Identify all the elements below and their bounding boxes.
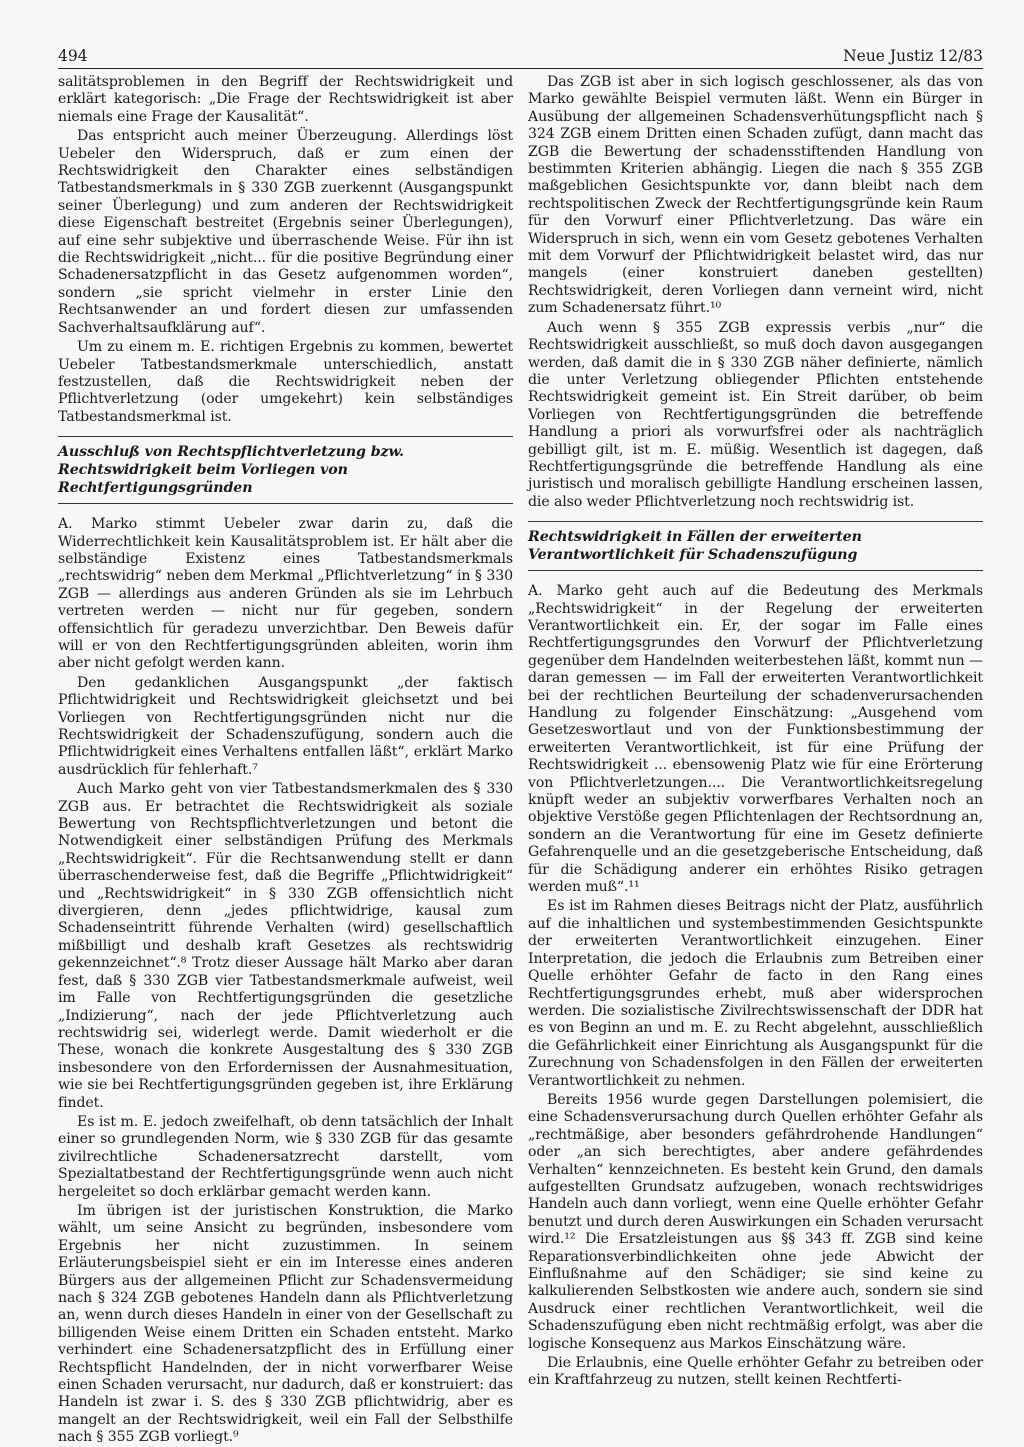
paragraph: Es ist m. E. jedoch zweifelhaft, ob denn tatsächlich der Inhalt einer so grundlegenden Norm, wie § 330 ZGB für das gesamte zivilrechtliche Schadenersatzrecht darstellt, vom Spezialtatbestand der Rechtfertigungsgründe wenn auch nicht hergeleitet so doch erklärbar gemacht werden kann. [58,1113,513,1200]
section-heading: Rechtswidrigkeit in Fällen der erweiterten Verantwortlichkeit für Schadenszufügung [528,521,983,571]
paragraph: Den gedanklichen Ausgangspunkt „der faktisch Pflichtwidrigkeit und Rechtswidrigkeit gleichsetzt und bei Vorliegen von Rechtfertigungsgründen nicht nur die Rechtswidrigkeit der Schadenszufügung, sondern auch die Pflichtwidrigkeit eines Verhaltens entfallen läßt“, erklärt Marko ausdrücklich für fehlerhaft.⁷ [58,674,513,778]
paragraph: Es ist im Rahmen dieses Beitrags nicht der Platz, ausführlich auf die inhaltlichen und systembestimmenden Gesichtspunkte der erweiterten Verantwortlichkeit einzugehen. Einer Interpretation, die jedoch die Erlaubnis zum Betreiben einer Quelle erhöhter Gefahr de facto in den Rang eines Rechtfertigungsgrundes erhebt, muß aber widersprochen werden. Die sozialistische Zivilrechtswissenschaft der DDR hat es von Beginn an und m. E. zu Recht abgelehnt, ausschließlich die Gefährlichkeit einer Einrichtung als Ausgangspunkt für die Zurechnung von Schadensfolgen in den Fällen der erweiterten Verantwortlichkeit zu nehmen. [528,898,983,1089]
paragraph: Das ZGB ist aber in sich logisch geschlossener, als das von Marko gewählte Beispiel vermuten läßt. Wenn ein Bürger in Ausübung der allgemeinen Schadensverhütungspflicht nach § 324 ZGB einem Dritten einen Schaden zufügt, dann macht das ZGB die Bewertung der schadensstiftenden Handlung von bestimmten Kriterien abhängig. Liegen die nach § 355 ZGB maßgeblichen Gesichtspunkte vor, dann bleibt nach dem rechtspolitischen Zweck der Rechtfertigungsgründe kein Raum für den Vorwurf einer Pflichtverletzung. Das wäre ein Widerspruch in sich, wenn ein vom Gesetz gebotenes Verhalten mit dem Vorwurf der Pflichtwidrigkeit belastet wird, das nur mangels (einer konstruiert daneben gestellten) Rechtswidrigkeit, deren Vorliegen dann verneint wird, nicht zum Schadenersatz führt.¹⁰ [528,74,983,317]
paragraph: A. Marko geht auch auf die Bedeutung des Merkmals „Rechtswidrigkeit“ in der Regelung der erweiterten Verantwortlichkeit ein. Er, der sogar im Falle eines Rechtfertigungsgrundes den Vorwurf der Pflichtverletzung gegenüber dem Handelnden weiterbestehen läßt, kommt nun — daran gemessen — im Fall der erweiterten Verantwortlichkeit bei der rechtlichen Beurteilung der schadenverursachenden Handlung zu folgender Einschätzung: „Ausgehend vom Gesetzeswortlaut und von der Funktionsbestimmung der erweiterten Verantwortlichkeit, ist für eine Prüfung der Rechtswidrigkeit ... ebensowenig Platz wie für eine Erörterung von Pflichtverletzungen.... Die Verantwortlichkeitsregelung knüpft weder an subjektiv vorwerfbares Verhalten noch an objektive Verstöße gegen Pflichtenlagen der Rechtsordnung an, sondern an die Verantwortung für eine im Gesetz definierte Gefahrenquelle und an die gesetzgeberische Entscheidung, daß für die Schädigung anderer ein erhöhtes Risiko getragen werden muß“.¹¹ [528,583,983,896]
paragraph: salitätsproblemen in den Begriff der Rechtswidrigkeit und erklärt kategorisch: „Die Frage der Rechtswidrigkeit ist aber niemals eine Frage der Kausalität“. [58,74,513,125]
paragraph: Bereits 1956 wurde gegen Darstellungen polemisiert, die eine Schadensverursachung durch Quellen erhöhter Gefahr als „rechtmäßige, aber besonders gefährdrohende Handlungen“ oder „an sich berechtigtes, aber andere gefährdendes Verhalten“ kennzeichneten. Es besteht kein Grund, den damals aufgestellten Grundsatz aufzugeben, wonach rechtswidriges Handeln auch dann vorliegt, wenn eine Quelle erhöhter Gefahr benutzt und durch deren Auswirkungen ein Schaden verursacht wird.¹² Die Ersatzleistungen aus §§ 343 ff. ZGB sind keine Reparationsverbindlichkeiten ohne jede Abwicht der Einflußnahme auf den Schädiger; sie sind keine zu kalkulierenden Selbstkosten wie andere auch, sondern sie sind Ausdruck einer rechtlichen Verantwortlichkeit, weil die Schadenszufügung eben nicht rechtmäßig erfolgt, was aber die logische Konsequenz aus Markos Einschätzung wäre. [528,1091,983,1352]
journal-issue: Neue Justiz 12/83 [843,47,983,65]
page-header [58,46,983,69]
left-column [58,74,513,1446]
paragraph: Auch wenn § 355 ZGB expressis verbis „nur“ die Rechtswidrigkeit ausschließt, so muß doch davon ausgegangen werden, daß damit die in § 330 ZGB näher definierte, nämlich die unter Verletzung obliegender Pflichten entstehende Rechtswidrigkeit gemeint ist. Ein Streit darüber, ob beim Vorliegen von Rechtfertigungsgründen die betreffende Handlung a priori als vorwurfsfrei oder als nachträglich gebilligt gilt, ist m. E. müßig. Wesentlich ist dagegen, daß Rechtfertigungsgründe die betreffende Handlung als eine juristisch und moralisch gebilligte Handlung erscheinen lassen, die also weder Pflichtverletzung noch rechtswidrig ist. [528,319,983,510]
paragraph: Um zu einem m. E. richtigen Ergebnis zu kommen, bewertet Uebeler Tatbestandsmerkmale unterschiedlich, anstatt festzustellen, daß die Rechtswidrigkeit neben der Pflichtverletzung (oder umgekehrt) kein selbständiges Tatbestandsmerkmal ist. [58,339,513,425]
section-heading: Ausschluß von Rechtspflichtverletzung bzw. Rechtswidrigkeit beim Vorliegen von Rechtfertigungsgründen [58,436,513,504]
right-column [528,74,983,1404]
paragraph: Die Erlaubnis, eine Quelle erhöhter Gefahr zu betreiben oder ein Kraftfahrzeug zu nutzen, stellt keinen Rechtferti- [528,1355,983,1389]
page-number: 494 [58,47,88,65]
paragraph: A. Marko stimmt Uebeler zwar darin zu, daß die Widerrechtlichkeit kein Kausalitätsproblem ist. Er hält aber die selbständige Existenz eines Tatbestandsmerkmals „rechtswidrig“ neben dem Merkmal „Pflichtverletzung“ in § 330 ZGB — allerdings aus anderen Gründen als sie im Lehrbuch vertreten werden — nicht nur für gegeben, sondern offensichtlich für geradezu unverzichtbar. Den Beweis dafür will er von den Rechtfertigungsgründen ableiten, worin ihm aber nicht gefolgt werden kann. [58,516,513,672]
paragraph: Das entspricht auch meiner Überzeugung. Allerdings löst Uebeler den Widerspruch, daß er zum einen der Rechtswidrigkeit den Charakter eines selbständigen Tatbestandsmerkmals in § 330 ZGB zuerkennt (Ausgangspunkt seiner Überlegung) und zum anderen der Rechtswidrigkeit diese Eigenschaft bestreitet (Ergebnis seiner Überlegungen), auf eine sehr subjektive und überraschende Weise. Für ihn ist die Rechtswidrigkeit „nicht... für die positive Begründung einer Schadenersatzpflicht in das Gesetz aufgenommen worden“, sondern „sie spricht vielmehr in erster Linie den Rechtsanwender an und fordert diesen zur umfassenden Sachverhaltsaufklärung auf“. [58,128,513,336]
paragraph: Auch Marko geht von vier Tatbestandsmerkmalen des § 330 ZGB aus. Er betrachtet die Rechtswidrigkeit als soziale Bewertung von Rechtspflichtverletzungen und betont die Notwendigkeit einer selbständigen Prüfung des Merkmals „Rechtswidrigkeit“. Für die Rechtsanwendung stellt er dann überraschenderweise fest, daß die Begriffe „Pflichtwidrigkeit“ und „Rechtswidrigkeit“ in § 330 ZGB offensichtlich nicht divergieren, denn „jedes pflichtwidrige, kausal zum Schadenseintritt führende Verhalten (wird) gesellschaftlich mißbilligt und deshalb kraft Gesetzes als rechtswidrig gekennzeichnet“.⁸ Trotz dieser Aussage hält Marko aber daran fest, daß § 330 ZGB vier Tatbestandsmerkmale aufweist, weil im Falle von Rechtfertigungsgründen die gesetzliche „Indizierung“, nach der jede Pflichtverletzung auch rechtswidrig sei, widerlegt werde. Damit wiederholt er die These, wonach die konkrete Ausgestaltung des § 330 ZGB insbesondere von den Erfordernissen der Ausnahmesituation, wie sie bei Rechtfertigungsgründen gegeben ist, ihre Erklärung findet. [58,781,513,1111]
paragraph: Im übrigen ist der juristischen Konstruktion, die Marko wählt, um seine Ansicht zu begründen, insbesondere vom Ergebnis her nicht zuzustimmen. In seinem Erläuterungsbeispiel sieht er ein im Interesse eines anderen Bürgers aus der allgemeinen Pflicht zur Schadensvermeidung nach § 324 ZGB gebotenes Handeln dann als Pflichtverletzung an, wenn durch dieses Handeln in einer von der Gesellschaft zu billigenden Weise einem Dritten ein Schaden entsteht. Marko verhindert eine Schadenersatzpflicht des in Erfüllung einer Rechtspflicht Handelnden, der in nicht vorwerfbarer Weise einen Schaden verursacht, nur dadurch, daß er konstruiert: das Handeln ist zwar i. S. des § 330 ZGB pflichtwidrig, aber es mangelt an der Rechtswidrigkeit, weil ein Fall der Selbsthilfe nach § 355 ZGB vorliegt.⁹ [58,1202,513,1446]
